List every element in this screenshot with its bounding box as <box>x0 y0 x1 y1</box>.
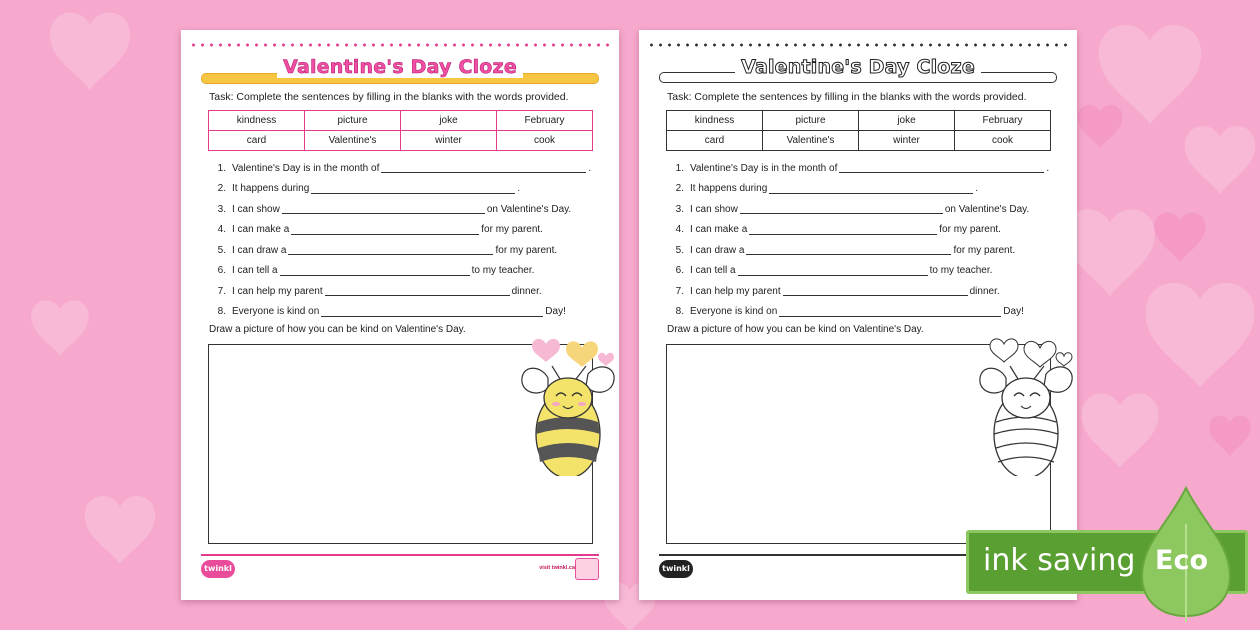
word-bank-cell: cook <box>497 131 593 151</box>
answer-blank[interactable] <box>839 163 1044 173</box>
question-text: I can draw a <box>232 244 287 256</box>
question-number: 2. <box>217 183 226 195</box>
question-item <box>667 240 1057 261</box>
question-number: 1. <box>217 162 226 174</box>
question-item <box>667 261 1057 282</box>
worksheet-ink-saving <box>639 30 1077 600</box>
question-text-end: . <box>975 183 979 195</box>
question-text: I can tell a <box>690 265 736 277</box>
answer-blank[interactable] <box>381 163 586 173</box>
answer-blank[interactable] <box>325 286 510 296</box>
task-instructions: Task: Complete the sentences by filling in the blanks with the words provided. <box>667 91 1027 103</box>
word-bank-row <box>667 111 1051 131</box>
answer-blank[interactable] <box>769 184 973 194</box>
answer-blank[interactable] <box>288 245 493 255</box>
question-text-end: . <box>1046 162 1050 174</box>
word-bank-cell: Valentine's <box>763 131 859 151</box>
word-bank-cell: winter <box>401 131 497 151</box>
dotted-border <box>189 43 611 47</box>
question-number: 2. <box>675 183 684 195</box>
ink-saving-label: ink saving <box>983 543 1136 578</box>
question-number: 1. <box>675 162 684 174</box>
question-text-end: dinner. <box>969 285 1000 297</box>
word-bank-row <box>209 131 593 151</box>
word-bank-cell: joke <box>859 111 955 131</box>
question-text-end: for my parent. <box>481 224 543 236</box>
question-item <box>667 220 1057 241</box>
draw-prompt: Draw a picture of how you can be kind on Valentine's Day. <box>667 324 924 335</box>
question-list <box>667 158 1057 322</box>
word-bank-cell: February <box>955 111 1051 131</box>
draw-prompt: Draw a picture of how you can be kind on Valentine's Day. <box>209 324 466 335</box>
word-bank-cell: Valentine's <box>305 131 401 151</box>
question-item <box>667 179 1057 200</box>
question-text-end: to my teacher. <box>929 265 993 277</box>
question-number: 6. <box>675 265 684 277</box>
question-text-end: for my parent. <box>495 244 558 256</box>
question-text: I can make a <box>232 224 290 236</box>
word-bank <box>208 110 593 151</box>
question-text: Everyone is kind on <box>232 306 320 318</box>
answer-blank[interactable] <box>282 204 485 214</box>
question-number: 4. <box>217 224 226 236</box>
answer-blank[interactable] <box>779 307 1001 317</box>
question-list <box>209 158 599 322</box>
question-item <box>667 158 1057 179</box>
badge-icon <box>575 558 599 580</box>
answer-blank[interactable] <box>749 225 937 235</box>
title-banner <box>659 56 1057 86</box>
task-instructions: Task: Complete the sentences by filling in the blanks with the words provided. <box>209 91 569 103</box>
question-text-end: on Valentine's Day. <box>486 203 572 215</box>
answer-blank[interactable] <box>738 266 928 276</box>
word-bank-cell: joke <box>401 111 497 131</box>
question-number: 8. <box>675 306 684 318</box>
dotted-border <box>647 43 1069 47</box>
question-text: Valentine's Day is in the month of <box>690 162 838 174</box>
question-text-end: for my parent. <box>939 224 1001 236</box>
question-text: I can help my parent <box>690 285 781 297</box>
question-text: Everyone is kind on <box>690 306 778 318</box>
word-bank-cell: kindness <box>667 111 763 131</box>
word-bank-row <box>209 111 593 131</box>
question-text: I can show <box>232 203 280 215</box>
question-number: 3. <box>675 203 684 215</box>
question-text-end: . <box>517 183 521 195</box>
question-text: I can make a <box>690 224 748 236</box>
question-text-end: dinner. <box>511 285 542 297</box>
word-bank-cell: card <box>209 131 305 151</box>
answer-blank[interactable] <box>740 204 943 214</box>
question-item <box>209 240 599 261</box>
word-bank-cell: cook <box>955 131 1051 151</box>
worksheet-title: Valentine's Day Cloze <box>659 56 1057 78</box>
question-text: I can tell a <box>232 265 278 277</box>
question-number: 7. <box>675 285 684 297</box>
question-item <box>667 281 1057 302</box>
word-bank-row <box>667 131 1051 151</box>
question-text-end: for my parent. <box>953 244 1016 256</box>
question-number: 5. <box>217 244 226 256</box>
question-text: I can show <box>690 203 738 215</box>
question-text: I can help my parent <box>232 285 323 297</box>
bee-illustration <box>516 326 619 476</box>
question-item <box>209 220 599 241</box>
question-item <box>209 281 599 302</box>
question-text-end: to my teacher. <box>471 265 535 277</box>
question-text: It happens during <box>690 183 768 195</box>
question-item <box>667 302 1057 323</box>
word-bank-cell: February <box>497 111 593 131</box>
question-item <box>209 158 599 179</box>
question-item <box>209 199 599 220</box>
eco-label: Eco <box>1155 545 1208 576</box>
question-item <box>209 179 599 200</box>
title-banner <box>201 56 599 86</box>
question-text: I can draw a <box>690 244 745 256</box>
answer-blank[interactable] <box>321 307 543 317</box>
question-number: 6. <box>217 265 226 277</box>
footer-divider <box>201 554 599 556</box>
word-bank-cell: card <box>667 131 763 151</box>
worksheet-colour <box>181 30 619 600</box>
twinkl-logo: twinkl <box>201 560 235 578</box>
word-bank-cell: kindness <box>209 111 305 131</box>
worksheet-title: Valentine's Day Cloze <box>201 56 599 78</box>
question-text-end: . <box>588 162 592 174</box>
question-item <box>209 261 599 282</box>
answer-blank[interactable] <box>746 245 951 255</box>
word-bank-cell: picture <box>305 111 401 131</box>
question-number: 7. <box>217 285 226 297</box>
twinkl-logo: twinkl <box>659 560 693 578</box>
answer-blank[interactable] <box>291 225 479 235</box>
word-bank-cell: picture <box>763 111 859 131</box>
question-text: It happens during <box>232 183 310 195</box>
word-bank-cell: winter <box>859 131 955 151</box>
bee-illustration <box>974 326 1077 476</box>
word-bank <box>666 110 1051 151</box>
question-item <box>667 199 1057 220</box>
footer-link: visit twinkl.ca <box>539 565 575 571</box>
question-number: 5. <box>675 244 684 256</box>
question-number: 3. <box>217 203 226 215</box>
answer-blank[interactable] <box>311 184 515 194</box>
question-text: Valentine's Day is in the month of <box>232 162 380 174</box>
answer-blank[interactable] <box>280 266 470 276</box>
question-text-end: Day! <box>1003 306 1024 318</box>
question-item <box>209 302 599 323</box>
question-text-end: Day! <box>545 306 566 318</box>
question-number: 8. <box>217 306 226 318</box>
question-text-end: on Valentine's Day. <box>944 203 1030 215</box>
question-number: 4. <box>675 224 684 236</box>
answer-blank[interactable] <box>783 286 968 296</box>
